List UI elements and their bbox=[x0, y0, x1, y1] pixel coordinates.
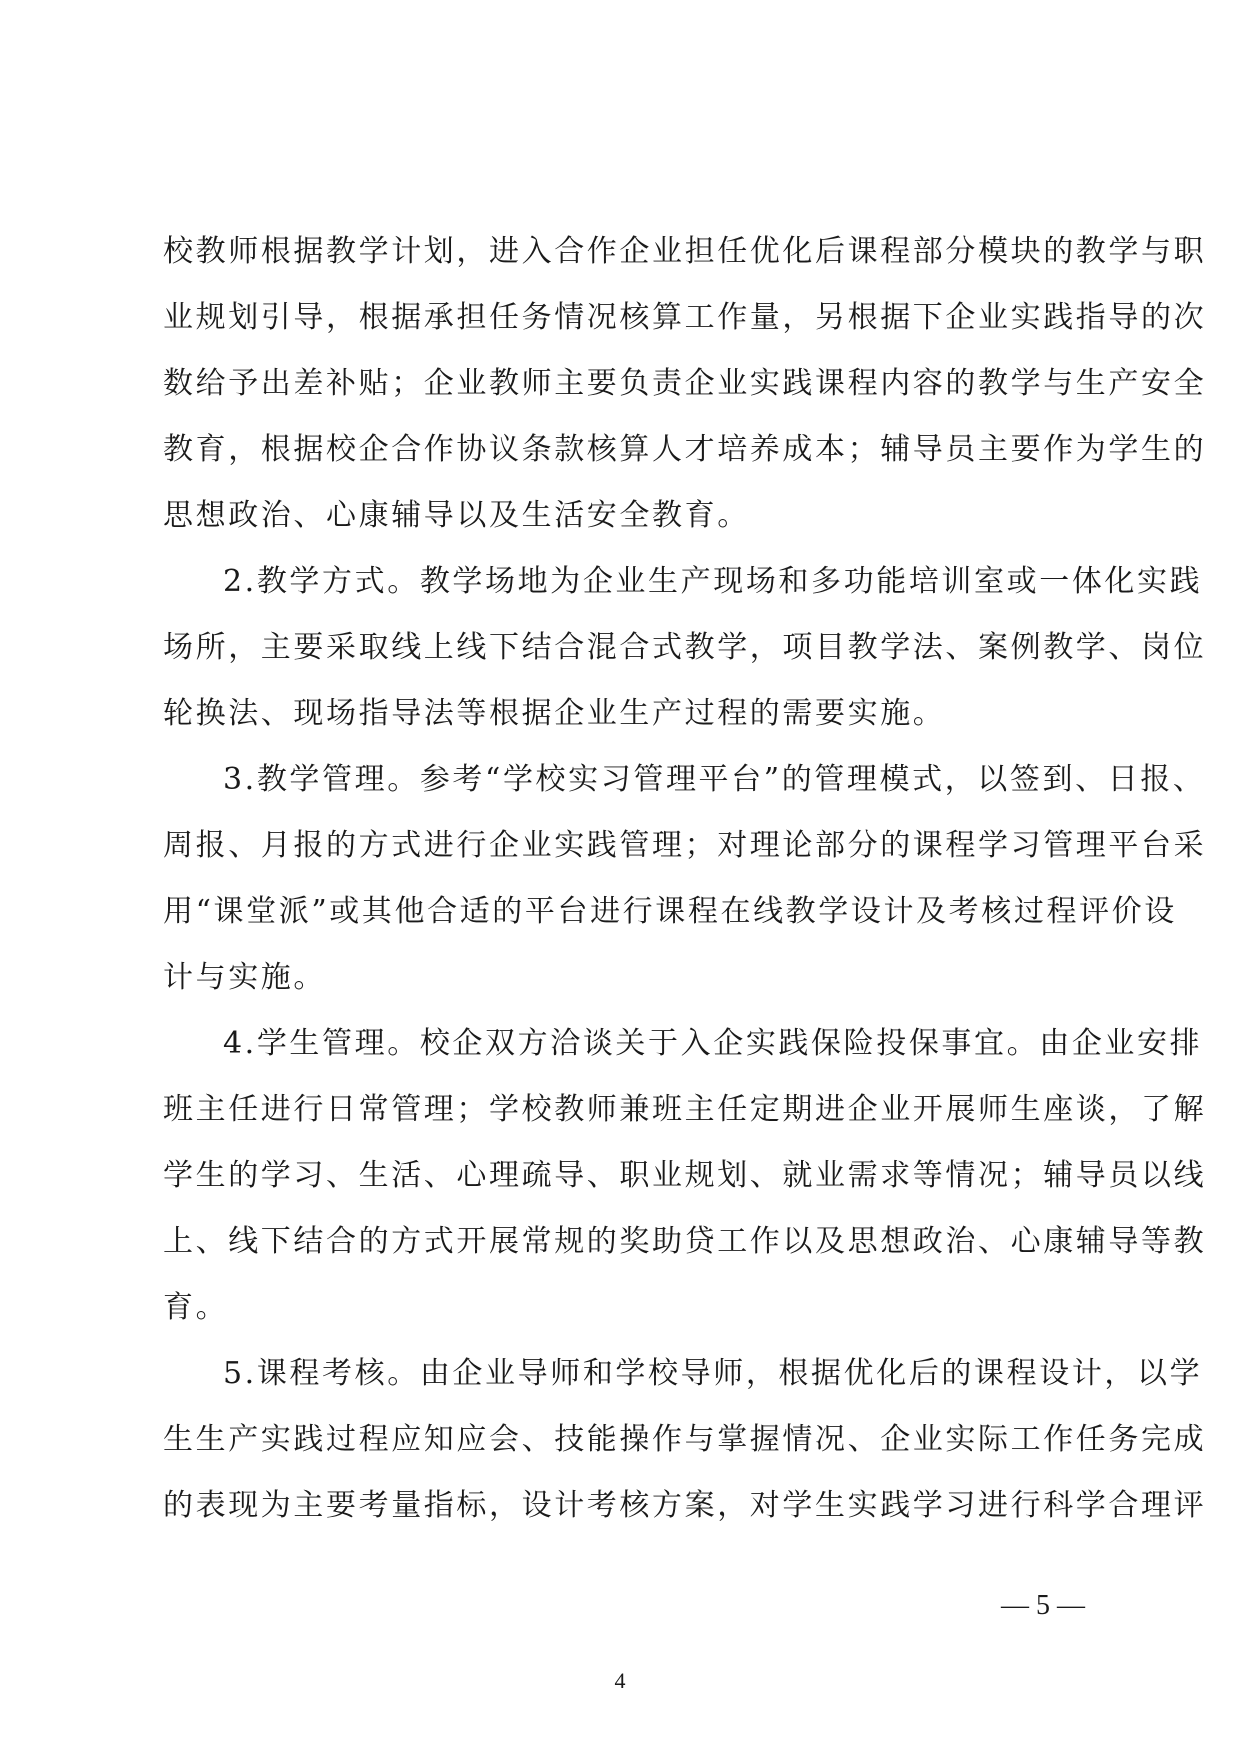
text-line: 计与实施。 bbox=[163, 960, 326, 995]
paragraph-teaching-method bbox=[163, 549, 1207, 747]
text-line: 数给予出差补贴；企业教师主要负责企业实践课程内容的教学与生产安全 bbox=[163, 366, 1207, 401]
text-line: 班主任进行日常管理；学校教师兼班主任定期进企业开展师生座谈，了解 bbox=[163, 1092, 1207, 1127]
text-line: 3.教学管理。参考“学校实习管理平台”的管理模式，以签到、日报、 bbox=[223, 762, 1206, 797]
paragraph-teaching-management bbox=[163, 747, 1207, 1011]
text-line: 思想政治、心康辅导以及生活安全教育。 bbox=[163, 498, 750, 533]
body-text bbox=[163, 219, 1207, 1539]
text-line: 用“课堂派”或其他合适的平台进行课程在线教学设计及考核过程评价设 bbox=[163, 894, 1177, 929]
text-line: 教育，根据校企合作协议条款核算人才培养成本；辅导员主要作为学生的 bbox=[163, 432, 1207, 467]
text-line: 上、线下结合的方式开展常规的奖助贷工作以及思想政治、心康辅导等教 bbox=[163, 1224, 1207, 1259]
page-marker: — 5 — bbox=[1001, 1590, 1085, 1621]
text-line: 2.教学方式。教学场地为企业生产现场和多功能培训室或一体化实践 bbox=[223, 564, 1203, 599]
text-line: 育。 bbox=[163, 1290, 229, 1325]
text-line: 5.课程考核。由企业导师和学校导师，根据优化后的课程设计，以学 bbox=[223, 1356, 1203, 1391]
page-number: 4 bbox=[614, 1668, 626, 1693]
text-line: 4.学生管理。校企双方洽谈关于入企实践保险投保事宜。由企业安排 bbox=[223, 1026, 1203, 1061]
text-line: 轮换法、现场指导法等根据企业生产过程的需要实施。 bbox=[163, 696, 946, 731]
text-line: 学生的学习、生活、心理疏导、职业规划、就业需求等情况；辅导员以线 bbox=[163, 1158, 1207, 1193]
text-line: 的表现为主要考量指标，设计考核方案，对学生实践学习进行科学合理评 bbox=[163, 1488, 1207, 1523]
text-line: 校教师根据教学计划，进入合作企业担任优化后课程部分模块的教学与职 bbox=[163, 234, 1207, 269]
paragraph-student-management bbox=[163, 1011, 1207, 1341]
text-line: 场所，主要采取线上线下结合混合式教学，项目教学法、案例教学、岗位 bbox=[163, 630, 1207, 665]
paragraph-course-assessment bbox=[163, 1341, 1207, 1539]
paragraph-continued bbox=[163, 219, 1207, 549]
text-line: 生生产实践过程应知应会、技能操作与掌握情况、企业实际工作任务完成 bbox=[163, 1422, 1207, 1457]
text-line: 周报、月报的方式进行企业实践管理；对理论部分的课程学习管理平台采 bbox=[163, 828, 1207, 863]
text-line: 业规划引导，根据承担任务情况核算工作量，另根据下企业实践指导的次 bbox=[163, 300, 1207, 335]
